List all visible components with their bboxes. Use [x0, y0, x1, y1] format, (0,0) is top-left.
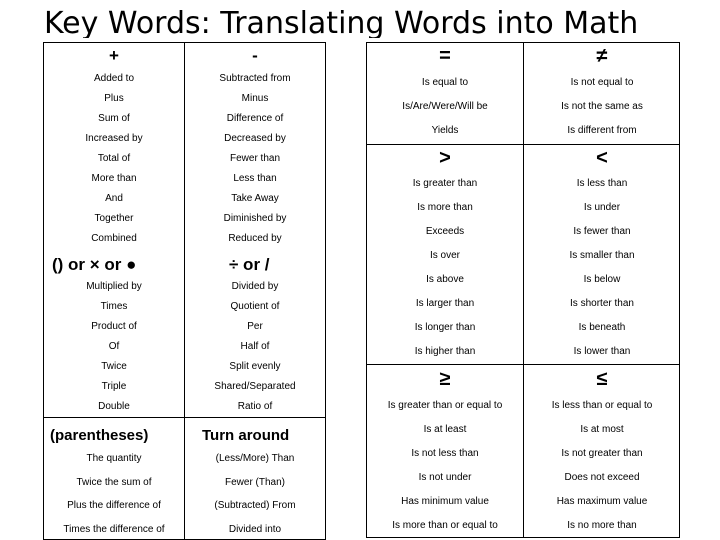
subtraction-symbol: -	[252, 46, 258, 65]
keyword-item: Added to	[93, 73, 135, 84]
parentheses-header: (parentheses)	[50, 427, 149, 444]
keyword-item: Is not less than	[411, 448, 479, 459]
keyword-item: Divided into	[228, 523, 282, 535]
keyword-item: Split evenly	[229, 361, 281, 372]
keyword-item: Is no more than	[567, 520, 637, 531]
keyword-item: Is below	[583, 274, 621, 285]
keyword-item: Is at least	[423, 424, 467, 435]
row-divider	[44, 417, 325, 418]
keyword-item: Is shorter than	[570, 298, 634, 309]
keyword-item: Less than	[233, 173, 277, 184]
keyword-item: Has minimum value	[401, 496, 489, 507]
keyword-item: Does not exceed	[564, 472, 640, 483]
keyword-item: Minus	[241, 93, 269, 104]
keyword-item: Is more than or equal to	[392, 520, 498, 531]
keyword-item: Fewer (Than)	[224, 476, 285, 488]
left-keywords-table	[43, 42, 326, 540]
right-keywords-table	[366, 42, 680, 538]
keyword-item: Double	[98, 401, 130, 412]
keyword-item: Product of	[91, 321, 137, 332]
column-divider	[523, 43, 524, 537]
keyword-item: Is less than	[576, 178, 628, 189]
keyword-item: (Less/More) Than	[215, 453, 295, 464]
keyword-item: Is greater than or equal to	[387, 400, 503, 411]
greater-or-equal-symbol: ≥	[439, 368, 451, 390]
division-symbols: ÷ or /	[229, 255, 270, 274]
keyword-item: Is not under	[418, 472, 472, 483]
keyword-item: Is beneath	[578, 322, 626, 333]
keyword-item: Reduced by	[228, 233, 282, 244]
keyword-item: Is smaller than	[569, 250, 635, 261]
keyword-item: Subtracted from	[219, 73, 291, 84]
keyword-item: Is not greater than	[561, 448, 643, 459]
keyword-item: Times	[100, 301, 128, 312]
keyword-item: Together	[94, 213, 134, 224]
keyword-item: Twice the sum of	[76, 476, 152, 488]
keyword-item: (Subtracted) From	[214, 500, 296, 511]
keyword-item: Is above	[426, 274, 464, 285]
greater-than-symbol: >	[439, 147, 451, 169]
keyword-item: Plus	[104, 93, 124, 104]
keyword-item: Is larger than	[415, 298, 475, 309]
keyword-item: Half of	[240, 341, 270, 352]
keyword-item: Is less than or equal to	[551, 400, 653, 411]
keyword-item: Per	[247, 321, 263, 332]
keyword-item: Is greater than	[412, 178, 478, 189]
page-title: Key Words: Translating Words into Math	[44, 6, 639, 38]
keyword-item: The quantity	[86, 453, 142, 464]
less-than-symbol: <	[596, 147, 608, 169]
keyword-item: Shared/Separated	[214, 381, 296, 392]
keyword-item: Exceeds	[425, 226, 465, 237]
keyword-item: More than	[91, 173, 137, 184]
keyword-item: Has maximum value	[556, 496, 648, 507]
keyword-item: Quotient of	[230, 301, 280, 312]
row-divider	[367, 364, 679, 365]
keyword-item: Is equal to	[421, 77, 469, 88]
keyword-item: Times the difference of	[63, 523, 165, 535]
keyword-item: Plus the difference of	[67, 500, 161, 511]
keyword-item: Sum of	[98, 113, 130, 124]
keyword-item: Multiplied by	[86, 281, 142, 292]
turn-around-header: Turn around	[202, 427, 290, 444]
keyword-item: Take Away	[231, 193, 279, 204]
keyword-item: Triple	[101, 381, 127, 392]
keyword-item: And	[105, 193, 123, 204]
keyword-item: Total of	[97, 153, 131, 164]
multiplication-symbols: () or × or ●	[52, 255, 137, 274]
keyword-item: Twice	[101, 361, 127, 372]
keyword-item: Difference of	[226, 113, 284, 124]
keyword-item: Is at most	[580, 424, 624, 435]
keyword-item: Is lower than	[573, 346, 631, 357]
keyword-item: Is more than	[417, 202, 473, 213]
keyword-item: Is under	[583, 202, 621, 213]
keyword-item: Fewer than	[229, 153, 281, 164]
keyword-item: Yields	[431, 125, 459, 136]
keyword-item: Is longer than	[414, 322, 476, 333]
less-or-equal-symbol: ≤	[596, 368, 608, 390]
keyword-item: Is over	[429, 250, 460, 261]
not-equal-symbol: ≠	[596, 45, 608, 67]
equals-symbol: =	[439, 45, 451, 67]
row-divider	[367, 144, 679, 145]
keyword-item: Divided by	[231, 281, 279, 292]
keyword-item: Is different from	[567, 125, 637, 136]
keyword-item: Is/Are/Were/Will be	[402, 101, 488, 112]
keyword-item: Diminished by	[223, 213, 287, 224]
keyword-item: Of	[108, 341, 120, 352]
addition-symbol: +	[109, 46, 119, 65]
keyword-item: Decreased by	[224, 133, 286, 144]
keyword-item: Is fewer than	[573, 226, 631, 237]
keyword-item: Increased by	[85, 133, 143, 144]
keyword-item: Combined	[91, 233, 137, 244]
keyword-item: Is higher than	[414, 346, 476, 357]
keyword-item: Ratio of	[237, 401, 273, 412]
keyword-item: Is not equal to	[570, 77, 634, 88]
keyword-item: Is not the same as	[561, 101, 643, 112]
